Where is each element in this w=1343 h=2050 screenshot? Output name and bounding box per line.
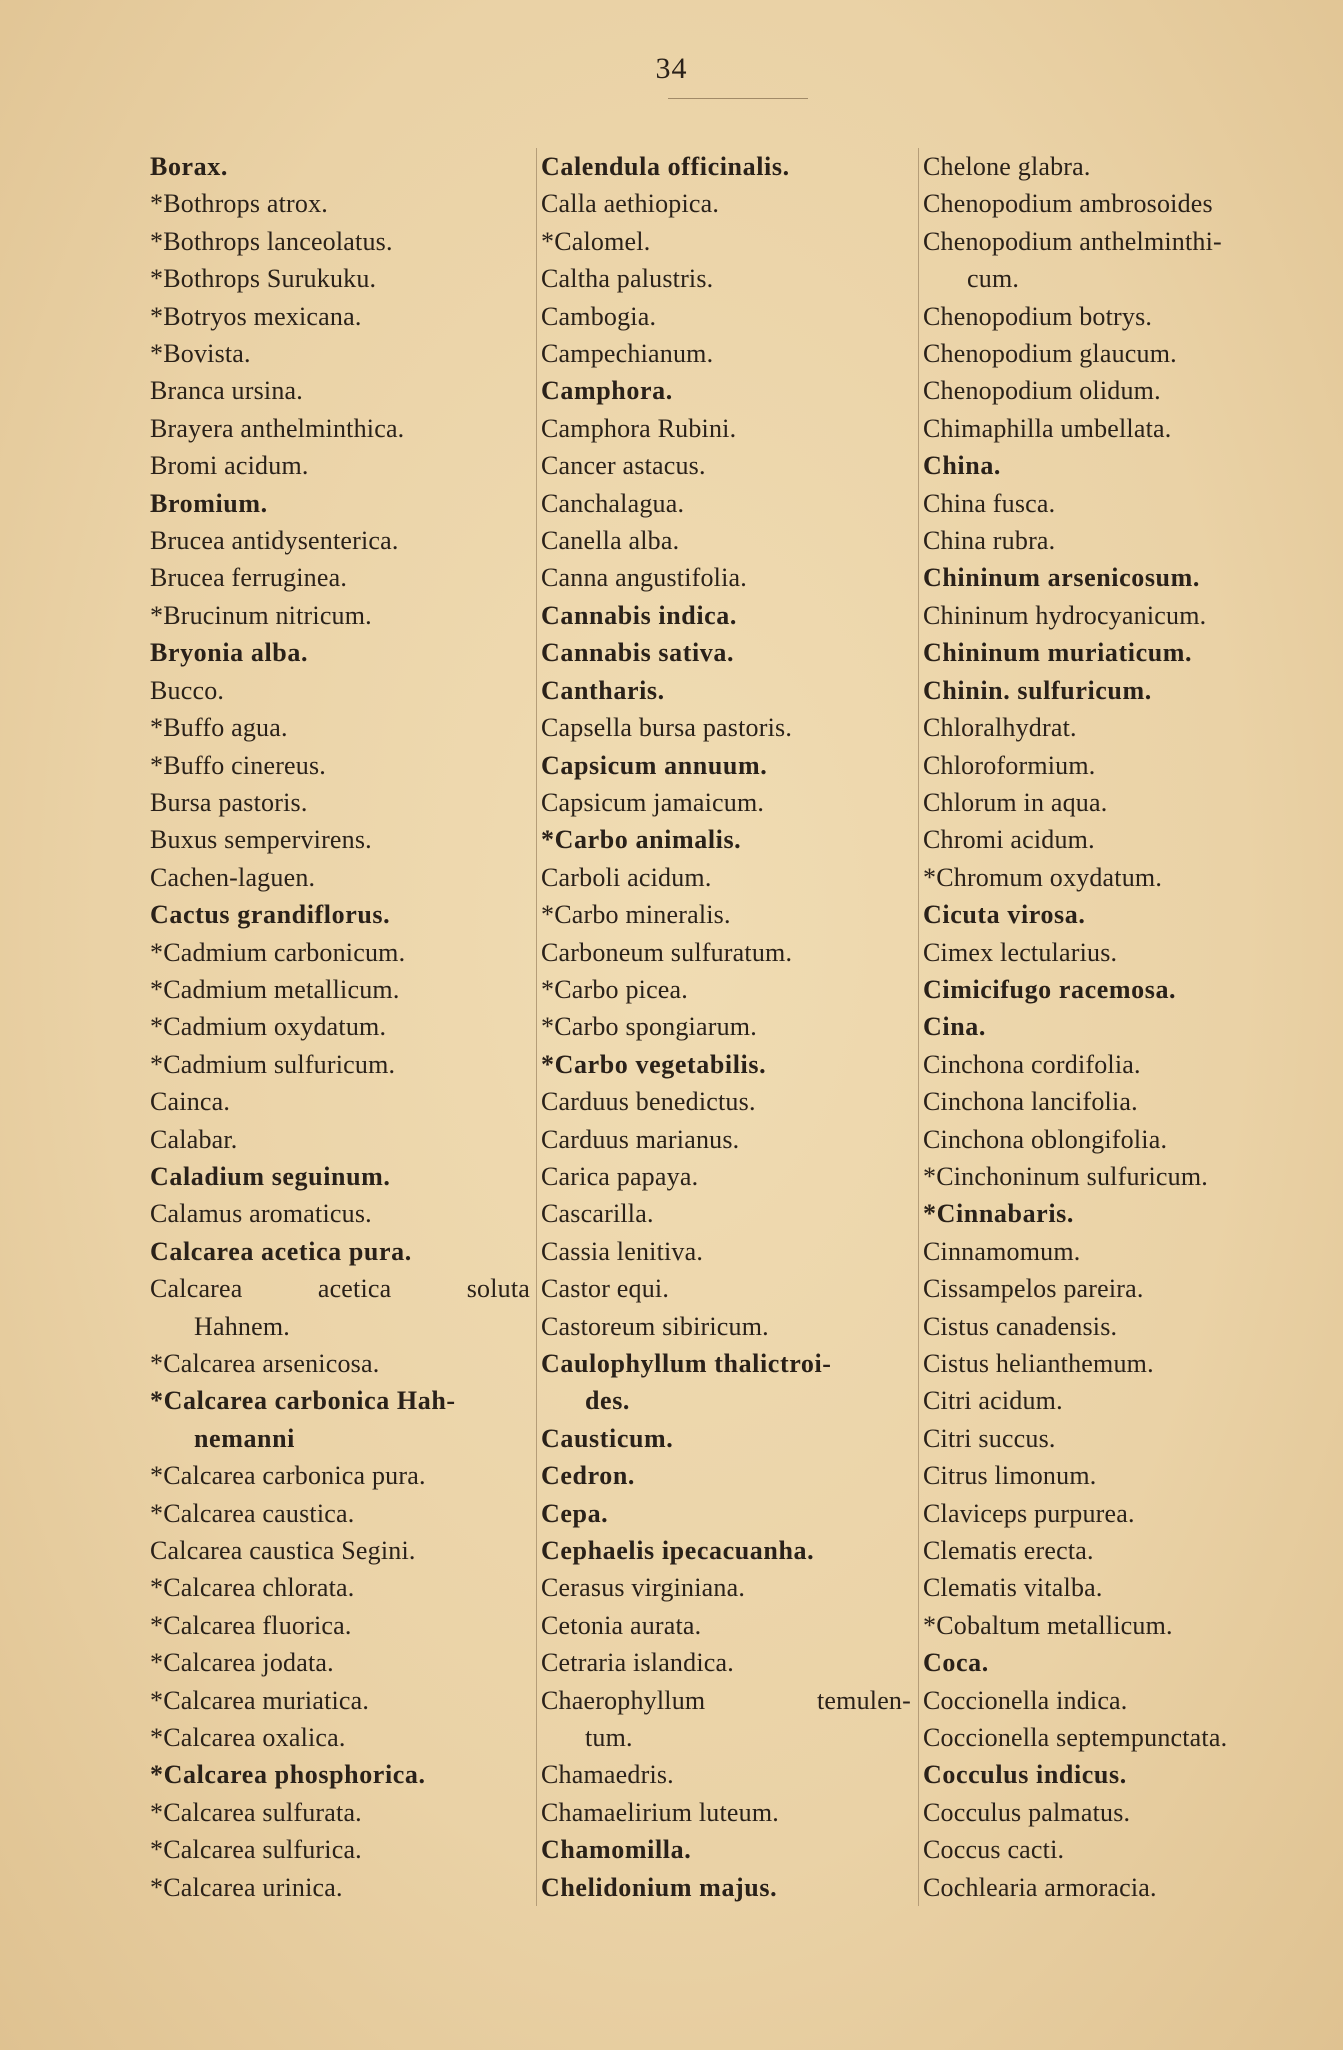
- index-entry: Cantharis.: [541, 675, 665, 705]
- index-entry: Brayera anthelminthica.: [150, 413, 405, 443]
- index-entry: Cerasus virginiana.: [541, 1573, 746, 1603]
- index-entry: Calla aethiopica.: [541, 189, 720, 219]
- index-entry: Clematis erecta.: [923, 1536, 1094, 1566]
- index-entry: Cinchona lancifolia.: [923, 1087, 1138, 1117]
- index-entry: Cina.: [923, 1012, 986, 1042]
- index-entry: Borax.: [150, 152, 228, 181]
- index-entry: Cimicifugo racemosa.: [923, 974, 1177, 1004]
- index-entry: Calcarea caustica Segini.: [150, 1536, 416, 1566]
- index-entry: Cannabis indica.: [541, 600, 738, 630]
- index-entry: Buxus sempervirens.: [150, 825, 372, 855]
- index-entry: Bromium.: [150, 488, 268, 518]
- index-entry: *Carbo picea.: [541, 974, 688, 1004]
- index-entry: *Calcarea urinica.: [150, 1872, 343, 1902]
- index-entry: Chininum hydrocyanicum.: [923, 600, 1207, 630]
- index-entry: Cedron.: [541, 1461, 636, 1491]
- index-entry: Citri acidum.: [923, 1386, 1063, 1416]
- index-entry: Coccus cacti.: [923, 1835, 1065, 1865]
- index-entry: *Calcarea carbonica pura.: [150, 1461, 426, 1491]
- index-entry: Causticum.: [541, 1423, 674, 1453]
- index-entry: *Calcarea caustica.: [150, 1498, 355, 1528]
- index-entry: Chininum muriaticum.: [923, 638, 1193, 668]
- index-entry: *Brucinum nitricum.: [150, 600, 372, 630]
- index-entry: Cachen-laguen.: [150, 862, 316, 892]
- index-entry: Cambogia.: [541, 301, 657, 331]
- index-entry-continuation: nemanni: [194, 1423, 296, 1453]
- index-entry: Cistus canadensis.: [923, 1311, 1118, 1341]
- index-entry: Calcarea acetica pura.: [150, 1236, 412, 1266]
- index-entry: Chenopodium anthelminthi-: [923, 226, 1222, 256]
- index-entry: *Carbo vegetabilis.: [541, 1049, 767, 1079]
- index-entry: Bromi acidum.: [150, 451, 309, 481]
- index-entry: [150, 1270, 530, 1307]
- index-entry: *Calcarea arsenicosa.: [150, 1349, 380, 1378]
- header-rule: [668, 98, 808, 99]
- index-entry: *Bothrops lanceolatus.: [150, 226, 393, 256]
- index-entry: Chamomilla.: [541, 1835, 692, 1865]
- index-entry: *Cadmium oxydatum.: [150, 1012, 387, 1042]
- index-entry: Cocculus indicus.: [923, 1760, 1127, 1790]
- index-entry: *Calcarea muriatica.: [150, 1685, 370, 1715]
- index-entry: Bucco.: [150, 675, 225, 705]
- index-entry: Brucea antidysenterica.: [150, 526, 399, 556]
- index-entry: Cinchona oblongifolia.: [923, 1124, 1168, 1154]
- index-entry: Canchalagua.: [541, 488, 685, 518]
- index-entry: *Carbo animalis.: [541, 825, 742, 855]
- index-entry: Cochlearia armoracia.: [923, 1872, 1157, 1902]
- index-entry: Chamaedris.: [541, 1760, 674, 1790]
- index-entry: Coca.: [923, 1648, 989, 1678]
- index-entry: Chenopodium glaucum.: [923, 339, 1177, 369]
- index-entry: Cistus helianthemum.: [923, 1349, 1154, 1378]
- index-entry: Cepa.: [541, 1498, 609, 1528]
- index-entry: Chimaphilla umbellata.: [923, 413, 1172, 443]
- index-entry: Castoreum sibiricum.: [541, 1311, 769, 1341]
- index-entry: *Cadmium carbonicum.: [150, 937, 406, 967]
- index-entry-continuation: Hahnem.: [194, 1311, 290, 1341]
- index-entry: *Calcarea sulfurica.: [150, 1835, 362, 1865]
- index-entry: Bursa pastoris.: [150, 787, 308, 817]
- index-entry: Chinin. sulfuricum.: [923, 675, 1152, 705]
- index-entry: *Calcarea carbonica Hah-: [150, 1386, 456, 1416]
- index-entry: China rubra.: [923, 526, 1056, 556]
- index-entry: Cimex lectularius.: [923, 937, 1118, 967]
- index-entry: Cainca.: [150, 1087, 231, 1117]
- index-entry: *Cinchoninum sulfuricum.: [923, 1161, 1208, 1191]
- index-entry: Chenopodium ambrosoides: [923, 189, 1213, 219]
- index-entry: Chlorum in aqua.: [923, 787, 1108, 817]
- index-entry: Cannabis sativa.: [541, 638, 735, 668]
- index-entry-continuation: tum.: [585, 1723, 633, 1753]
- index-entry: Cephaelis ipecacuanha.: [541, 1536, 815, 1566]
- index-entry: Calendula officinalis.: [541, 152, 790, 181]
- index-entry: *Buffo agua.: [150, 713, 288, 743]
- index-entry: *Carbo spongiarum.: [541, 1012, 757, 1042]
- index-entry: Capsella bursa pastoris.: [541, 713, 793, 743]
- page-number: 34: [655, 52, 688, 85]
- index-entry-continuation: cum.: [967, 264, 1020, 294]
- index-entry: Cactus grandiflorus.: [150, 900, 391, 930]
- index-entry: Cascarilla.: [541, 1199, 654, 1229]
- index-entry: *Cadmium metallicum.: [150, 974, 400, 1004]
- index-entry: Cocculus palmatus.: [923, 1797, 1131, 1827]
- index-entry: Carduus marianus.: [541, 1124, 740, 1154]
- index-entry: *Calcarea sulfurata.: [150, 1797, 362, 1827]
- index-entry: Caladium seguinum.: [150, 1161, 391, 1191]
- index-entry: [541, 1682, 911, 1719]
- index-entry: Caltha palustris.: [541, 264, 714, 294]
- index-entry: Chloroformium.: [923, 750, 1096, 780]
- index-entry: Capsicum annuum.: [541, 750, 768, 780]
- index-entry: *Calcarea phosphorica.: [150, 1760, 426, 1790]
- index-entry: *Bothrops atrox.: [150, 189, 328, 219]
- index-entry: *Carbo mineralis.: [541, 900, 731, 930]
- index-entry: *Cinnabaris.: [923, 1199, 1074, 1229]
- index-entry: Cassia lenitiva.: [541, 1236, 704, 1266]
- index-entry: Cancer astacus.: [541, 451, 706, 481]
- index-entry: Cetraria islandica.: [541, 1648, 734, 1678]
- index-entry: Coccionella indica.: [923, 1685, 1128, 1715]
- index-entry: Capsicum jamaicum.: [541, 787, 765, 817]
- index-entry: Cissampelos pareira.: [923, 1274, 1144, 1304]
- index-entry: *Calcarea oxalica.: [150, 1723, 346, 1753]
- index-entry: Cinchona cordifolia.: [923, 1049, 1141, 1079]
- index-entry-word: soluta: [466, 1274, 530, 1304]
- index-entry: *Calcarea fluorica.: [150, 1610, 352, 1640]
- index-entry: Camphora.: [541, 376, 673, 406]
- index-entry: Cinnamomum.: [923, 1236, 1081, 1266]
- index-entry: Calabar.: [150, 1124, 238, 1154]
- index-entry: Cicuta virosa.: [923, 900, 1086, 930]
- index-entry: Coccionella septempunctata.: [923, 1723, 1228, 1753]
- index-entry: *Calcarea jodata.: [150, 1648, 334, 1678]
- index-column-2: [536, 148, 911, 1906]
- index-entry: Caulophyllum thalictroi-: [541, 1349, 832, 1378]
- index-entry: Carica papaya.: [541, 1161, 699, 1191]
- index-column-3: [918, 148, 1323, 1906]
- index-entry: China.: [923, 451, 1002, 481]
- index-entry: Chenopodium olidum.: [923, 376, 1161, 406]
- index-entry: *Botryos mexicana.: [150, 301, 362, 331]
- index-entry: Branca ursina.: [150, 376, 303, 406]
- index-entry: Chelidonium majus.: [541, 1872, 778, 1902]
- index-entry-continuation: des.: [585, 1386, 631, 1416]
- index-entry: Carboli acidum.: [541, 862, 712, 892]
- index-entry: Bryonia alba.: [150, 638, 309, 668]
- index-entry: Chamaelirium luteum.: [541, 1797, 779, 1827]
- index-entry: *Buffo cinereus.: [150, 750, 327, 780]
- index-entry: Chininum arsenicosum.: [923, 563, 1200, 593]
- index-entry: Camphora Rubini.: [541, 413, 737, 443]
- index-entry: Carboneum sulfuratum.: [541, 937, 793, 967]
- index-entry: *Cadmium sulfuricum.: [150, 1049, 396, 1079]
- index-entry: Chromi acidum.: [923, 825, 1095, 855]
- index-entry: Canna angustifolia.: [541, 563, 747, 593]
- index-entry: Carduus benedictus.: [541, 1087, 756, 1117]
- index-entry: Chloralhydrat.: [923, 713, 1077, 743]
- index-entry: Claviceps purpurea.: [923, 1498, 1135, 1528]
- index-entry: *Cobaltum metallicum.: [923, 1610, 1173, 1640]
- index-entry: Citri succus.: [923, 1423, 1056, 1453]
- index-entry: Citrus limonum.: [923, 1461, 1097, 1491]
- index-entry: Canella alba.: [541, 526, 680, 556]
- index-column-1: [150, 148, 530, 1906]
- index-entry: *Calomel.: [541, 226, 651, 256]
- index-entry: Clematis vitalba.: [923, 1573, 1103, 1603]
- index-entry: *Bothrops Surukuku.: [150, 264, 377, 294]
- index-entry-word: Chaerophyllum: [541, 1685, 706, 1715]
- index-entry: Brucea ferruginea.: [150, 563, 348, 593]
- index-entry-word: Calcarea: [150, 1274, 243, 1304]
- index-entry-word: temulen-: [816, 1685, 911, 1715]
- index-entry: Cetonia aurata.: [541, 1610, 702, 1640]
- index-entry: Castor equi.: [541, 1274, 670, 1304]
- index-entry: Chelone glabra.: [923, 152, 1091, 181]
- index-entry: *Calcarea chlorata.: [150, 1573, 355, 1603]
- index-entry: *Bovista.: [150, 339, 251, 369]
- index-entry-word: acetica: [317, 1274, 392, 1304]
- index-entry: *Chromum oxydatum.: [923, 862, 1163, 892]
- index-entry: Campechianum.: [541, 339, 714, 369]
- index-entry: Chenopodium botrys.: [923, 301, 1153, 331]
- index-entry: China fusca.: [923, 488, 1056, 518]
- index-entry: Calamus aromaticus.: [150, 1199, 372, 1229]
